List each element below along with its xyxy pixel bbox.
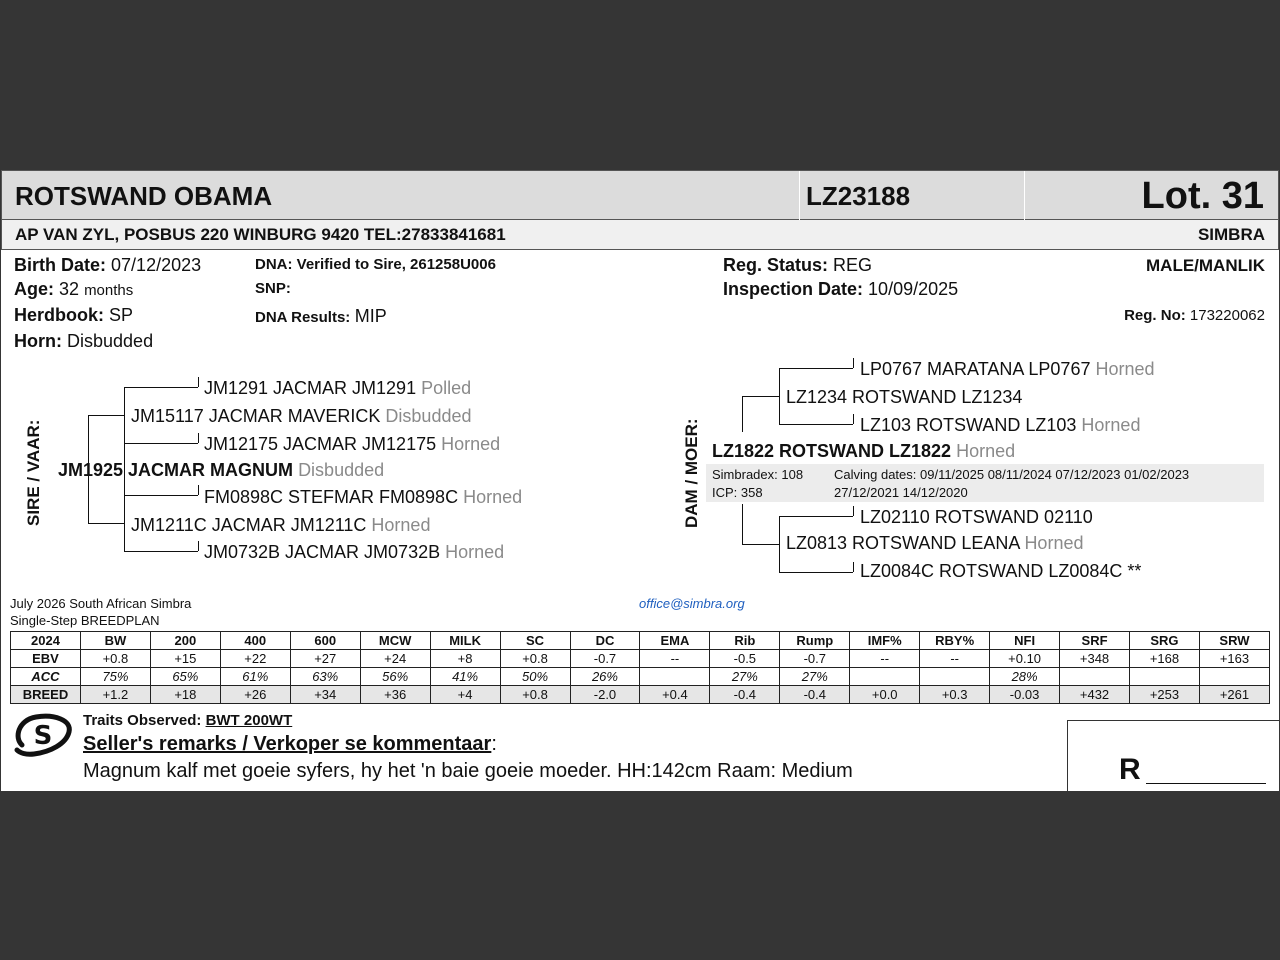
ebv-cell: +0.4 [640, 686, 710, 704]
age: Age: 32 months [14, 279, 134, 299]
ebv-cell: -2.0 [570, 686, 640, 704]
ebv-header-row [11, 632, 1270, 650]
ebv-cell: +0.10 [990, 650, 1060, 668]
ebv-cell: +348 [1060, 650, 1130, 668]
dam-performance-box [706, 464, 1264, 502]
sire-sire-dam: JM12175 JACMAR JM12175 Horned [204, 434, 501, 454]
ebv-cell: EMA [640, 632, 710, 650]
ebv-cell: BREED [11, 686, 81, 704]
calving-dates-line2: 27/12/2021 14/12/2020 [834, 485, 968, 500]
animal-name: ROTSWAND OBAMA [15, 181, 273, 211]
dam-sire: LZ1234 ROTSWAND LZ1234 [786, 387, 1023, 407]
sire-side-label: SIRE / VAAR: [24, 419, 43, 526]
simbradex: Simbradex: 108 [712, 467, 804, 482]
ebv-cell: ACC [11, 668, 81, 686]
ebv-cell: +0.0 [850, 686, 920, 704]
ebv-cell: NFI [990, 632, 1060, 650]
owner-bar [1, 220, 1279, 250]
ebv-cell: +26 [220, 686, 290, 704]
sire-dam: JM1211C JACMAR JM1211C Horned [131, 515, 431, 535]
breed-row [11, 686, 1270, 704]
ebv-cell: Rump [780, 632, 850, 650]
ebv-cell: 56% [360, 668, 430, 686]
ebv-cell [1060, 668, 1130, 686]
sire-dam-dam: JM0732B JACMAR JM0732B Horned [204, 542, 505, 562]
reg-number: Reg. No: 173220062 [1124, 307, 1265, 324]
ebv-cell: +432 [1060, 686, 1130, 704]
ebv-cell: +36 [360, 686, 430, 704]
ebv-cell: 61% [220, 668, 290, 686]
ebv-cell: -0.7 [570, 650, 640, 668]
ebv-cell: -0.03 [990, 686, 1060, 704]
sire-dam-sire: FM0898C STEFMAR FM0898C Horned [204, 487, 523, 507]
ebv-cell: 28% [990, 668, 1060, 686]
dam-dam: LZ0813 ROTSWAND LEANA Horned [786, 533, 1084, 553]
ebv-cell: MCW [360, 632, 430, 650]
reg-status: Reg. Status: REG [723, 255, 873, 275]
ebv-table [10, 631, 1270, 704]
ebv-cell: EBV [11, 650, 81, 668]
ebv-cell: +15 [150, 650, 220, 668]
ebv-cell: +261 [1199, 686, 1269, 704]
ebv-cell: +34 [290, 686, 360, 704]
dam-side-label: DAM / MOER: [682, 418, 701, 528]
ebv-cell: 400 [220, 632, 290, 650]
ebv-cell: 75% [80, 668, 150, 686]
ebv-cell: -- [640, 650, 710, 668]
dam-sire-sire: LP0767 MARATANA LP0767 Horned [860, 359, 1155, 379]
ebv-cell: +1.2 [80, 686, 150, 704]
ebv-cell: 27% [780, 668, 850, 686]
ebv-cell: -0.4 [780, 686, 850, 704]
snp-label: SNP: [255, 280, 291, 297]
ebv-cell: +18 [150, 686, 220, 704]
dam-name: LZ1822 ROTSWAND LZ1822 Horned [712, 441, 1016, 461]
ebv-cell: +0.8 [500, 650, 570, 668]
ebv-cell: +8 [430, 650, 500, 668]
ebv-cell: IMF% [850, 632, 920, 650]
ebv-cell [850, 668, 920, 686]
ebv-cell: +253 [1130, 686, 1200, 704]
ebv-cell: -0.4 [710, 686, 780, 704]
ebv-cell: 27% [710, 668, 780, 686]
ebv-cell [640, 668, 710, 686]
ebv-cell: 65% [150, 668, 220, 686]
ebv-cell: SRW [1199, 632, 1269, 650]
ebv-cell: 600 [290, 632, 360, 650]
ebv-cell: +0.8 [500, 686, 570, 704]
price-box [1067, 720, 1279, 791]
sire-sire-sire: JM1291 JACMAR JM1291 Polled [204, 378, 472, 398]
ebv-cell: MILK [430, 632, 500, 650]
remarks-heading: Seller's remarks / Verkoper se kommentaar: [83, 733, 497, 755]
dam-sire-dam: LZ103 ROTSWAND LZ103 Horned [860, 415, 1141, 435]
breed-name: SIMBRA [1197, 225, 1265, 244]
ebv-cell: Rib [710, 632, 780, 650]
ebv-cell [1199, 668, 1269, 686]
animal-id: LZ23188 [806, 181, 911, 211]
svg-text:S: S [33, 721, 53, 751]
lot-number: Lot. 31 [1141, 175, 1264, 217]
ebv-cell: +22 [220, 650, 290, 668]
dam-dam-sire: LZ02110 ROTSWAND 02110 [860, 507, 1093, 527]
owner-address: AP VAN ZYL, POSBUS 220 WINBURG 9420 TEL:27833841681 [15, 225, 506, 244]
ebv-cell [1130, 668, 1200, 686]
seller-remarks: Magnum kalf met goeie syfers, hy het 'n baie goeie moeder. HH:142cm Raam: Medium [83, 760, 853, 782]
ebv-cell: SRG [1130, 632, 1200, 650]
ebv-cell: 26% [570, 668, 640, 686]
title-bar [1, 170, 1279, 220]
sire-sire: JM15117 JACMAR MAVERICK Disbudded [131, 406, 472, 426]
ebv-cell: BW [80, 632, 150, 650]
ebv-cell: DC [570, 632, 640, 650]
ebv-cell: -0.7 [780, 650, 850, 668]
price-currency: R [1119, 753, 1141, 786]
ebv-cell: RBY% [920, 632, 990, 650]
inspection-date: Inspection Date: 10/09/2025 [723, 279, 959, 299]
ebv-cell: +24 [360, 650, 430, 668]
contact-email[interactable]: office@simbra.org [639, 596, 745, 611]
icp: ICP: 358 [712, 485, 763, 500]
ebv-period: July 2026 South African Simbra [10, 596, 192, 611]
ebv-cell: +0.8 [80, 650, 150, 668]
ebv-cell: SRF [1060, 632, 1130, 650]
lot-card [1, 170, 1279, 791]
ebv-row [11, 650, 1270, 668]
ebv-cell: -0.5 [710, 650, 780, 668]
ebv-cell: +163 [1199, 650, 1269, 668]
sire-name: JM1925 JACMAR MAGNUM Disbudded [58, 460, 385, 480]
ebv-cell: +4 [430, 686, 500, 704]
ebv-cell: -- [850, 650, 920, 668]
horn-status: Horn: Disbudded [14, 331, 154, 351]
birth-date: Birth Date: 07/12/2023 [14, 255, 202, 275]
ebv-cell: SC [500, 632, 570, 650]
herdbook: Herdbook: SP [14, 305, 134, 325]
dam-dam-dam: LZ0084C ROTSWAND LZ0084C ** [860, 561, 1142, 581]
calving-dates-line1: Calving dates: 09/11/2025 08/11/2024 07/12/2023 01/02/2023 [834, 467, 1190, 482]
ebv-cell: 2024 [11, 632, 81, 650]
ebv-cell: +27 [290, 650, 360, 668]
ebv-cell [920, 668, 990, 686]
acc-row [11, 668, 1270, 686]
dna-results: DNA Results: MIP [255, 306, 387, 326]
ebv-cell: 41% [430, 668, 500, 686]
ebv-cell: +0.3 [920, 686, 990, 704]
dna-verification: DNA: Verified to Sire, 261258U006 [255, 256, 496, 273]
ebv-method: Single-Step BREEDPLAN [10, 613, 160, 628]
ebv-cell: 200 [150, 632, 220, 650]
simbra-logo-icon [12, 710, 74, 760]
sex: MALE/MANLIK [1146, 256, 1265, 275]
ebv-cell: 63% [290, 668, 360, 686]
ebv-cell: +168 [1130, 650, 1200, 668]
ebv-cell: 50% [500, 668, 570, 686]
traits-observed: Traits Observed: BWT 200WT [83, 712, 293, 729]
ebv-cell: -- [920, 650, 990, 668]
price-line[interactable] [1146, 783, 1266, 784]
